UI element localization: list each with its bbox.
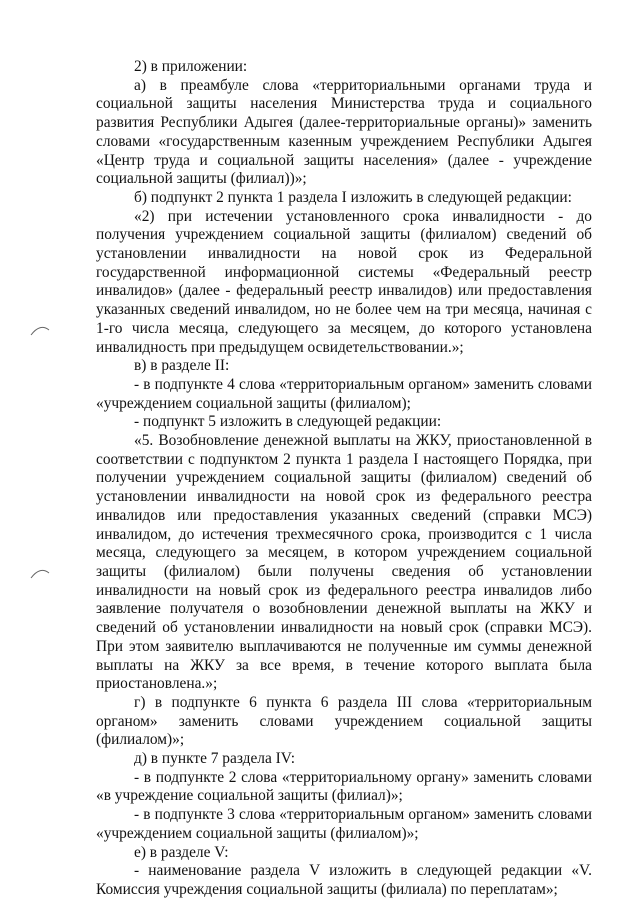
document-body xyxy=(96,58,592,900)
paragraph-item-a: а) в преамбуле слова «территориальными органами труда и социальной защиты населения Министерства труда и социального развития Республики Адыгея (далее-территориальные органы)» заменить словами «государственным казенным учреждением Республики Адыгея «Центр труда и социальной защиты населения» (далее - учреждение социальной защиты (филиал))»; xyxy=(96,76,592,188)
paragraph-subitem-3: - в подпункте 3 слова «территориальным органом» заменить словами «учреждением социальной защиты (филиалом)»; xyxy=(96,806,592,842)
binding-hole-mark-top xyxy=(30,322,50,336)
paragraph-subitem-2: - в подпункте 2 слова «территориальному органу» заменить словами «в учреждение социальной защиты (филиал)»; xyxy=(96,768,592,805)
paragraph-subitem-4: - в подпункте 4 слова «территориальным органом» заменить словами «учреждением социальной защиты (филиалом); xyxy=(96,375,592,412)
paragraph-item-v: в) в разделе II: xyxy=(134,357,230,375)
paragraph-quote-5: «5. Возобновление денежной выплаты на ЖКУ, приостановленной в соответствии с подпунктом 2 пункта 1 раздела I настоящего Порядка, при получении учреждением социальной защиты (филиалом) сведений об установлении инвалидности на новой срок из федерального реестра инвалидов или предоставления указанных сведений (справки МСЭ) инвалидом, до истечения трехмесячного срока, производится с 1 числа месяца, следующего за месяцем, в котором учреждением социальной защиты (филиалом) были получены сведения об установлении инвалидности на новый срок из федерального реестра инвалидов либо заявление получателя о возобновлении денежной выплаты на ЖКУ и сведений об установлении инвалидности на новый срок (справки МСЭ). При этом заявителю выплачиваются не полученные им суммы денежной выплаты на ЖКУ за все время, в течение которого выплата была приостановлена.»; xyxy=(96,432,592,693)
binding-hole-mark-bottom xyxy=(30,565,50,579)
paragraph-section-title: - наименование раздела V изложить в следующей редакции «V. Комиссия учреждения социальной защиты (филиала) по переплатам»; xyxy=(96,862,592,898)
paragraph-subitem-5: - подпункт 5 изложить в следующей редакции: xyxy=(134,413,442,431)
paragraph-quote-2: «2) при истечении установленного срока инвалидности - до получения учреждением социальной защиты (филиалом) сведений об установлении инвалидности на новой срок из Федеральной государственной информационной системы «Федеральный реестр инвалидов» (далее - федеральный реестр инвалидов) или предоставления указанных сведений инвалидом, но не более чем на три месяца, начиная с 1-го числа месяца, следующего за месяцем, до которого установлена инвалидность при предыдущем освидетельствовании.»; xyxy=(96,207,592,356)
paragraph-item-g: г) в подпункте 6 пункта 6 раздела III слова «территориальным органом» заменить словами учреждением социальной защиты (филиалом)»; xyxy=(96,693,592,749)
paragraph-item-e: е) в разделе V: xyxy=(134,843,229,861)
paragraph-item-b: б) подпункт 2 пункта 1 раздела I изложить в следующей редакции: xyxy=(134,188,572,206)
paragraph-appendix-heading: 2) в приложении: xyxy=(134,58,248,75)
paragraph-item-d: д) в пункте 7 раздела IV: xyxy=(134,750,296,768)
